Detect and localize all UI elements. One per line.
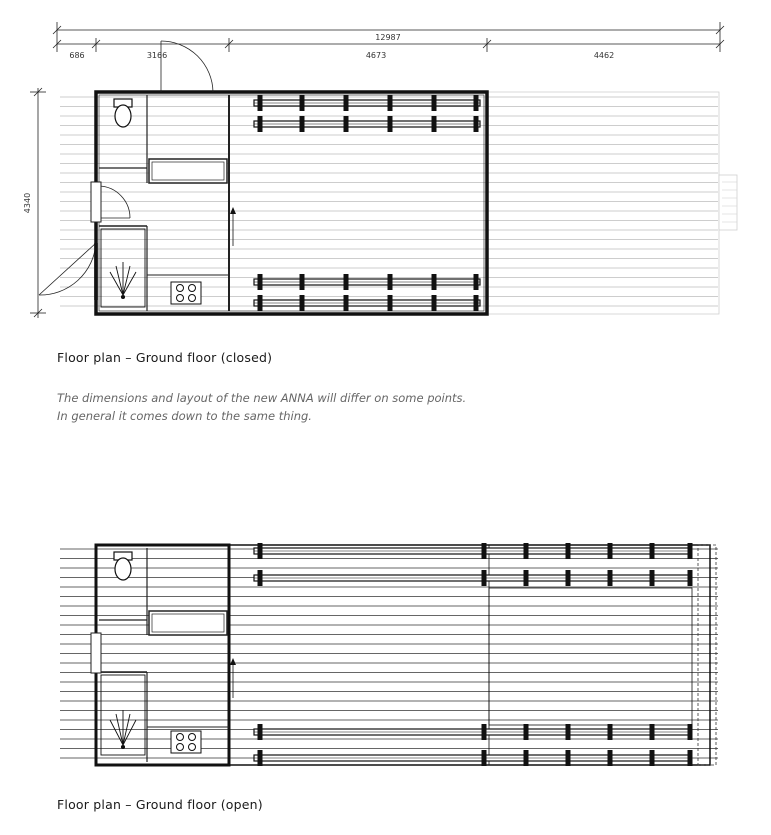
post-marker — [432, 274, 437, 290]
post-marker — [432, 295, 437, 311]
post-marker — [650, 543, 655, 559]
post-marker — [608, 543, 613, 559]
post-marker — [524, 750, 529, 766]
dim-seg-4: 4462 — [593, 51, 615, 60]
layout-note — [57, 389, 466, 425]
post-marker — [650, 724, 655, 740]
post-marker — [258, 570, 263, 586]
interior-walls — [99, 95, 229, 311]
post-marker — [300, 295, 305, 311]
post-marker — [474, 274, 479, 290]
dim-seg-2: 3166 — [146, 51, 168, 60]
post-marker — [688, 543, 693, 559]
post-marker — [608, 724, 613, 740]
post-marker — [344, 95, 349, 111]
shower-icon — [101, 675, 145, 755]
post-marker — [650, 570, 655, 586]
post-marker — [388, 274, 393, 290]
wc-toilet-icon — [114, 99, 132, 127]
post-marker — [388, 295, 393, 311]
post-marker — [524, 570, 529, 586]
post-marker — [258, 295, 263, 311]
post-marker — [524, 724, 529, 740]
dim-total-length: 12987 — [375, 33, 401, 42]
note-line-1: The dimensions and layout of the new ANNA will differ on some points. — [57, 391, 467, 405]
vertical-dimension — [30, 88, 46, 318]
post-marker — [300, 116, 305, 132]
caption-open: Floor plan – Ground floor (open) — [57, 797, 263, 812]
post-marker — [344, 116, 349, 132]
post-marker — [258, 116, 263, 132]
post-marker — [688, 750, 693, 766]
post-marker — [474, 95, 479, 111]
caption-closed: Floor plan – Ground floor (closed) — [57, 350, 273, 365]
cooktop-icon — [171, 731, 201, 753]
post-marker — [482, 750, 487, 766]
post-marker — [344, 295, 349, 311]
dim-seg-3: 4673 — [365, 51, 387, 60]
post-marker — [432, 95, 437, 111]
post-marker — [608, 750, 613, 766]
post-marker — [258, 750, 263, 766]
side-window — [91, 182, 101, 222]
post-marker — [258, 543, 263, 559]
cooktop-icon — [171, 282, 201, 304]
post-marker — [300, 95, 305, 111]
post-marker — [688, 570, 693, 586]
note-line-2: In general it comes down to the same thing. — [57, 409, 312, 423]
post-marker — [344, 274, 349, 290]
wc-toilet-icon — [114, 552, 132, 580]
post-marker — [688, 724, 693, 740]
floor-plan-open — [60, 543, 718, 766]
post-marker — [474, 116, 479, 132]
post-marker — [566, 543, 571, 559]
post-marker — [566, 750, 571, 766]
post-marker — [258, 724, 263, 740]
post-marker — [482, 543, 487, 559]
dim-seg-1: 686 — [69, 51, 85, 60]
post-marker — [608, 570, 613, 586]
side-window — [91, 633, 101, 673]
floor-plan-closed — [39, 41, 737, 314]
post-marker — [258, 95, 263, 111]
post-marker — [482, 570, 487, 586]
post-marker — [482, 724, 487, 740]
post-marker — [566, 570, 571, 586]
bench-rails — [254, 95, 480, 311]
post-marker — [524, 543, 529, 559]
dim-width: 4340 — [23, 192, 32, 214]
post-marker — [300, 274, 305, 290]
post-marker — [388, 116, 393, 132]
post-marker — [474, 295, 479, 311]
post-marker — [650, 750, 655, 766]
post-marker — [258, 274, 263, 290]
post-marker — [432, 116, 437, 132]
post-marker — [566, 724, 571, 740]
post-marker — [388, 95, 393, 111]
